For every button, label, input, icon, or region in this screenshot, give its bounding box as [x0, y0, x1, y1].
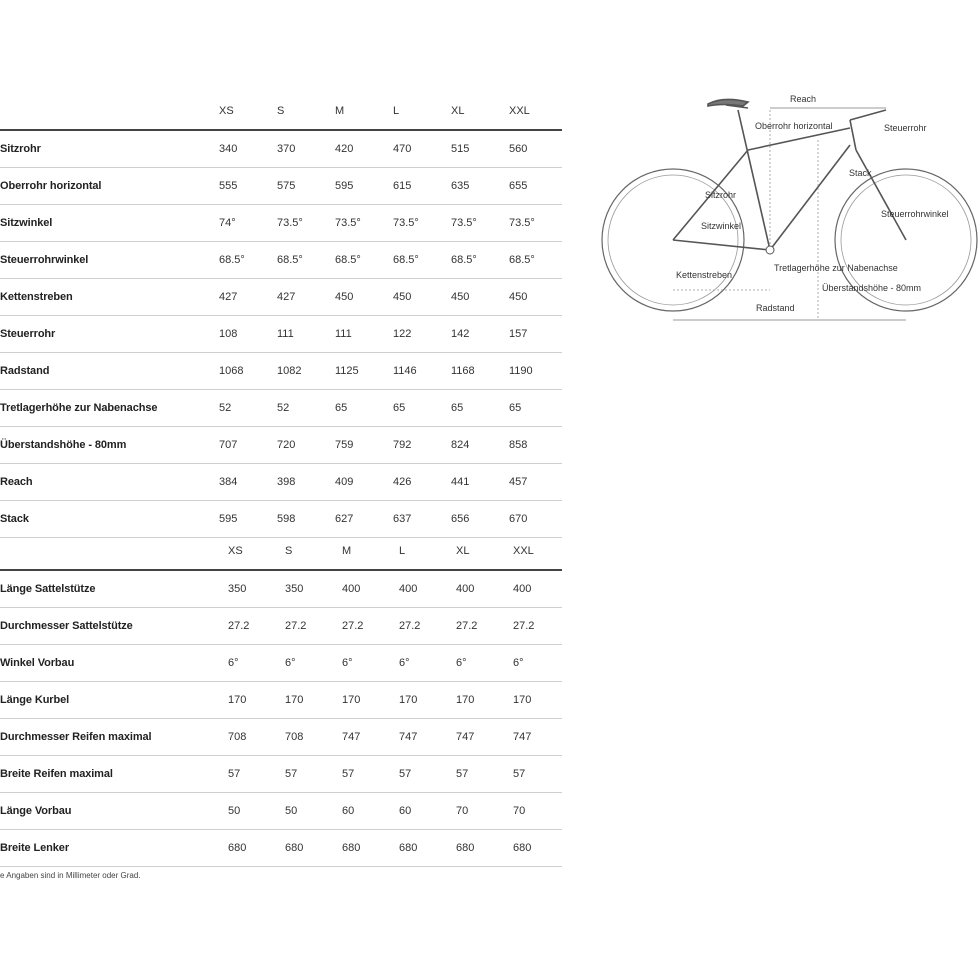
cell-value: 627: [335, 501, 393, 538]
table-row: [0, 390, 562, 427]
cell-value: 670: [509, 501, 562, 538]
label-head-tube: Steuerrohr: [884, 123, 927, 133]
table-row: [0, 682, 562, 719]
cell-value: 70: [513, 793, 562, 830]
cell-value: 747: [399, 719, 456, 756]
cell-value: 108: [219, 316, 277, 353]
cell-value: 598: [277, 501, 335, 538]
cell-value: 65: [509, 390, 562, 427]
table-row: [0, 279, 562, 316]
cell-value: 60: [399, 793, 456, 830]
cell-value: 680: [456, 830, 513, 867]
cell-value: 441: [451, 464, 509, 501]
size-header: M: [335, 93, 393, 130]
cell-value: 157: [509, 316, 562, 353]
table-row: [0, 130, 562, 168]
row-label: Durchmesser Sattelstütze: [0, 608, 228, 645]
cell-value: 656: [451, 501, 509, 538]
cell-value: 170: [513, 682, 562, 719]
row-label: Winkel Vorbau: [0, 645, 228, 682]
table-row: [0, 205, 562, 242]
cell-value: 111: [335, 316, 393, 353]
label-chainstays: Kettenstreben: [676, 270, 733, 280]
cell-value: 427: [219, 279, 277, 316]
table-row: [0, 756, 562, 793]
cell-value: 340: [219, 130, 277, 168]
row-label: Reach: [0, 464, 219, 501]
cell-value: 122: [393, 316, 451, 353]
cell-value: 50: [228, 793, 285, 830]
cell-value: 400: [513, 570, 562, 608]
cell-value: 680: [285, 830, 342, 867]
cell-value: 858: [509, 427, 562, 464]
header-empty-cell: [0, 93, 219, 130]
cell-value: 398: [277, 464, 335, 501]
row-label: Steuerrohr: [0, 316, 219, 353]
size-header: L: [393, 93, 451, 130]
cell-value: 1068: [219, 353, 277, 390]
cell-value: 555: [219, 168, 277, 205]
cell-value: 57: [228, 756, 285, 793]
cell-value: 720: [277, 427, 335, 464]
size-header: XS: [219, 93, 277, 130]
cell-value: 350: [285, 570, 342, 608]
cell-value: 68.5°: [393, 242, 451, 279]
footnote: e Angaben sind in Millimeter oder Grad.: [0, 871, 141, 880]
cell-value: 57: [399, 756, 456, 793]
cell-value: 50: [285, 793, 342, 830]
cell-value: 6°: [399, 645, 456, 682]
cell-value: 1125: [335, 353, 393, 390]
label-seat-tube: Sitzrohr: [705, 190, 737, 200]
row-label: Steuerrohrwinkel: [0, 242, 219, 279]
components-table: [0, 533, 562, 867]
cell-value: 27.2: [456, 608, 513, 645]
cell-value: 74°: [219, 205, 277, 242]
table-row: [0, 645, 562, 682]
cell-value: 1168: [451, 353, 509, 390]
cell-value: 384: [219, 464, 277, 501]
cell-value: 73.5°: [451, 205, 509, 242]
cell-value: 575: [277, 168, 335, 205]
row-label: Radstand: [0, 353, 219, 390]
cell-value: 1146: [393, 353, 451, 390]
cell-value: 470: [393, 130, 451, 168]
cell-value: 400: [399, 570, 456, 608]
table-row: [0, 501, 562, 538]
cell-value: 708: [285, 719, 342, 756]
cell-value: 1082: [277, 353, 335, 390]
cell-value: 60: [342, 793, 399, 830]
cell-value: 680: [399, 830, 456, 867]
cell-value: 759: [335, 427, 393, 464]
table-row: [0, 353, 562, 390]
cell-value: 426: [393, 464, 451, 501]
label-wheelbase: Radstand: [756, 303, 795, 313]
row-label: Breite Lenker: [0, 830, 228, 867]
table-row: [0, 830, 562, 867]
cell-value: 52: [219, 390, 277, 427]
cell-value: 635: [451, 168, 509, 205]
cell-value: 450: [509, 279, 562, 316]
row-label: Tretlagerhöhe zur Nabenachse: [0, 390, 219, 427]
cell-value: 747: [456, 719, 513, 756]
cell-value: 427: [277, 279, 335, 316]
table-row: [0, 427, 562, 464]
row-label: Kettenstreben: [0, 279, 219, 316]
cell-value: 73.5°: [335, 205, 393, 242]
cell-value: 1190: [509, 353, 562, 390]
cell-value: 6°: [342, 645, 399, 682]
cell-value: 170: [342, 682, 399, 719]
size-header: XL: [451, 93, 509, 130]
cell-value: 170: [228, 682, 285, 719]
cell-value: 6°: [285, 645, 342, 682]
cell-value: 68.5°: [335, 242, 393, 279]
table-row: [0, 793, 562, 830]
cell-value: 68.5°: [277, 242, 335, 279]
size-header: XXL: [513, 533, 562, 570]
table-row: [0, 608, 562, 645]
row-label: Sitzrohr: [0, 130, 219, 168]
geometry-table: [0, 93, 562, 538]
bottom-bracket-icon: [766, 246, 774, 254]
size-header: L: [399, 533, 456, 570]
cell-value: 6°: [456, 645, 513, 682]
size-header: XL: [456, 533, 513, 570]
cell-value: 595: [335, 168, 393, 205]
cell-value: 450: [335, 279, 393, 316]
cell-value: 111: [277, 316, 335, 353]
size-header: M: [342, 533, 399, 570]
cell-value: 707: [219, 427, 277, 464]
row-label: Sitzwinkel: [0, 205, 219, 242]
size-header: S: [277, 93, 335, 130]
row-label: Überstandshöhe - 80mm: [0, 427, 219, 464]
table-row: [0, 316, 562, 353]
label-head-angle: Steuerrohrwinkel: [881, 209, 949, 219]
cell-value: 57: [456, 756, 513, 793]
label-stack: Stack: [849, 168, 872, 178]
row-label: Oberrohr horizontal: [0, 168, 219, 205]
cell-value: 457: [509, 464, 562, 501]
cell-value: 65: [393, 390, 451, 427]
table-row: [0, 570, 562, 608]
cell-value: 57: [513, 756, 562, 793]
cell-value: 792: [393, 427, 451, 464]
cell-value: 708: [228, 719, 285, 756]
cell-value: 747: [513, 719, 562, 756]
cell-value: 560: [509, 130, 562, 168]
cell-value: 350: [228, 570, 285, 608]
cell-value: 73.5°: [509, 205, 562, 242]
cell-value: 52: [277, 390, 335, 427]
cell-value: 142: [451, 316, 509, 353]
cell-value: 70: [456, 793, 513, 830]
size-header: S: [285, 533, 342, 570]
cell-value: 57: [342, 756, 399, 793]
cell-value: 27.2: [342, 608, 399, 645]
cell-value: 68.5°: [219, 242, 277, 279]
cell-value: 450: [393, 279, 451, 316]
row-label: Länge Sattelstütze: [0, 570, 228, 608]
label-seat-angle: Sitzwinkel: [701, 221, 742, 231]
cell-value: 400: [342, 570, 399, 608]
size-header: XS: [228, 533, 285, 570]
cell-value: 65: [451, 390, 509, 427]
cell-value: 747: [342, 719, 399, 756]
cell-value: 27.2: [513, 608, 562, 645]
label-standover: Überstandshöhe - 80mm: [822, 283, 922, 293]
table-row: [0, 464, 562, 501]
cell-value: 637: [393, 501, 451, 538]
cell-value: 824: [451, 427, 509, 464]
table-row: [0, 242, 562, 279]
cell-value: 170: [285, 682, 342, 719]
cell-value: 170: [456, 682, 513, 719]
cell-value: 57: [285, 756, 342, 793]
label-reach: Reach: [790, 94, 817, 104]
size-header: XXL: [509, 93, 562, 130]
cell-value: 595: [219, 501, 277, 538]
bike-geometry-diagram: [598, 90, 978, 330]
cell-value: 170: [399, 682, 456, 719]
cell-value: 6°: [228, 645, 285, 682]
cell-value: 450: [451, 279, 509, 316]
row-label: Breite Reifen maximal: [0, 756, 228, 793]
table-header-row: [0, 93, 562, 130]
cell-value: 420: [335, 130, 393, 168]
cell-value: 65: [335, 390, 393, 427]
cell-value: 73.5°: [277, 205, 335, 242]
label-bb-drop: Tretlagerhöhe zur Nabenachse: [774, 263, 898, 273]
row-label: Durchmesser Reifen maximal: [0, 719, 228, 756]
row-label: Stack: [0, 501, 219, 538]
cell-value: 27.2: [399, 608, 456, 645]
cell-value: 680: [342, 830, 399, 867]
cell-value: 400: [456, 570, 513, 608]
row-label: Länge Vorbau: [0, 793, 228, 830]
cell-value: 615: [393, 168, 451, 205]
label-top-tube: Oberrohr horizontal: [755, 121, 833, 131]
cell-value: 515: [451, 130, 509, 168]
cell-value: 27.2: [285, 608, 342, 645]
cell-value: 370: [277, 130, 335, 168]
cell-value: 68.5°: [451, 242, 509, 279]
row-label: Länge Kurbel: [0, 682, 228, 719]
cell-value: 680: [228, 830, 285, 867]
cell-value: 27.2: [228, 608, 285, 645]
header-empty-cell: [0, 533, 228, 570]
cell-value: 409: [335, 464, 393, 501]
cell-value: 73.5°: [393, 205, 451, 242]
cell-value: 68.5°: [509, 242, 562, 279]
cell-value: 680: [513, 830, 562, 867]
cell-value: 655: [509, 168, 562, 205]
table-row: [0, 719, 562, 756]
table-row: [0, 168, 562, 205]
table-header-row: [0, 533, 562, 570]
cell-value: 6°: [513, 645, 562, 682]
